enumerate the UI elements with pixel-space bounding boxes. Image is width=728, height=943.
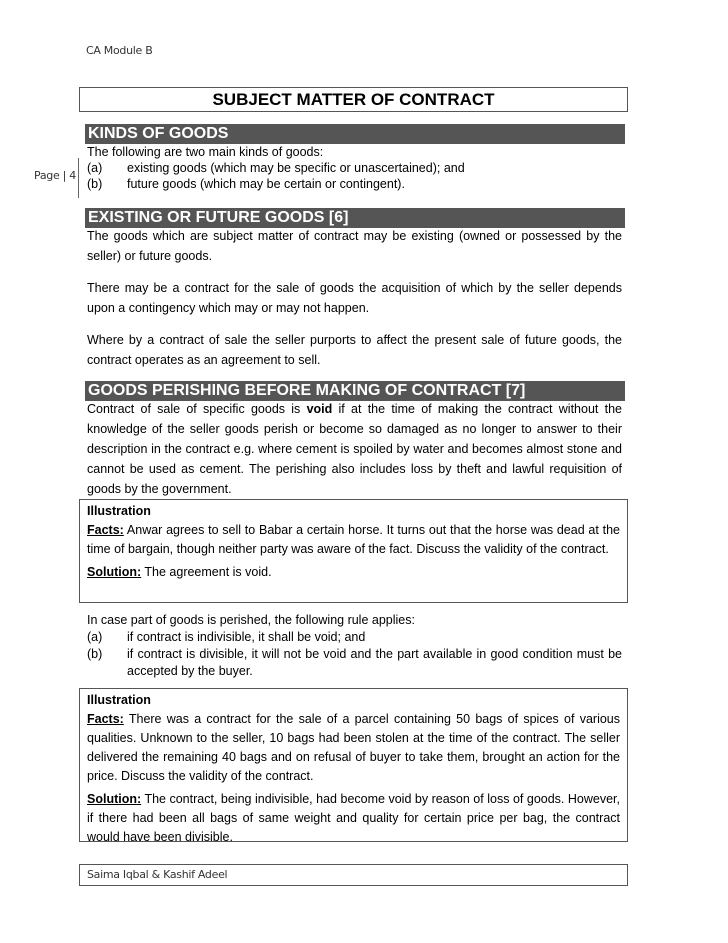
list-item-label: (a) (87, 630, 103, 644)
list-item-label: (b) (87, 177, 103, 191)
illustration-solution (87, 563, 620, 582)
list-item-text: if contract is indivisible, it shall be void; and (127, 630, 366, 644)
section-heading-existing-future-goods: EXISTING OR FUTURE GOODS [6] (85, 208, 625, 228)
list-item (87, 160, 622, 176)
page-number-divider (78, 158, 79, 198)
illustration-title: Illustration (87, 693, 151, 707)
footer-authors: Saima Iqbal & Kashif Adeel (79, 864, 628, 886)
kinds-of-goods-body (87, 144, 622, 192)
module-header: CA Module B (86, 44, 153, 57)
list-item-text: existing goods (which may be specific or unascertained); and (127, 161, 465, 175)
page-number: Page | 4 (34, 169, 76, 182)
solution-text: The agreement is void. (144, 565, 272, 579)
partial-intro: In case part of goods is perished, the following rule applies: (87, 613, 415, 627)
kinds-intro: The following are two main kinds of goods: (87, 145, 324, 159)
facts-text: Anwar agrees to sell to Babar a certain horse. It turns out that the horse was dead at the time of bargain, though neither party was aware of the fact. Discuss the validity of the contract. (87, 523, 620, 556)
illustration-box-2 (79, 688, 628, 842)
section-heading-goods-perishing: GOODS PERISHING BEFORE MAKING OF CONTRACT [7] (85, 381, 625, 401)
solution-label: Solution: (87, 565, 142, 579)
list-item-text: future goods (which may be certain or contingent). (127, 177, 405, 191)
illustration-facts (87, 521, 620, 559)
list-item-text: if contract is divisible, it will not be void and the part available in good condition must be accepted by the buyer. (127, 647, 622, 678)
section-heading-kinds-of-goods: KINDS OF GOODS (85, 124, 625, 144)
solution-text: The contract, being indivisible, had become void by reason of loss of goods. However, if there had been all bags of same weight and quality for certain price per bag, the contract would have been divisible. (87, 792, 620, 844)
illustration-solution (87, 790, 620, 847)
existing-goods-para-1: The goods which are subject matter of contract may be existing (owned or possessed by the seller) or future goods. (87, 229, 622, 263)
document-title: SUBJECT MATTER OF CONTRACT (79, 87, 628, 112)
list-item-label: (a) (87, 161, 103, 175)
list-item-label: (b) (87, 647, 103, 661)
illustration-title: Illustration (87, 504, 151, 518)
facts-text: There was a contract for the sale of a parcel containing 50 bags of spices of various qualities. Unknown to the seller, 10 bags had been stolen at the time of the contract. The seller delivered the remaining 40 bags and on refusal of buyer to take them, brought an action for the price. Discuss the validity of the contract. (87, 712, 620, 783)
perishing-void-emphasis: void (306, 402, 333, 416)
perishing-text-after: if at the time of making the contract without the knowledge of the seller goods perish or become so damaged as no longer to answer to their description in the contract e.g. where cement is spoiled by water and becomes almost stone and cannot be used as cement. The perishing also includes loss by theft and lawful requisition of goods by the government. (87, 402, 623, 496)
illustration-facts (87, 710, 620, 786)
perishing-paragraph (87, 399, 622, 499)
facts-label: Facts: (87, 523, 124, 537)
partial-perish-rules (87, 612, 622, 680)
list-item (87, 646, 622, 680)
illustration-box-1 (79, 499, 628, 603)
existing-goods-para-3: Where by a contract of sale the seller purports to affect the present sale of future goods, the contract operates as an agreement to sell. (87, 333, 622, 367)
list-item (87, 629, 622, 646)
facts-label: Facts: (87, 712, 124, 726)
list-item (87, 176, 622, 192)
existing-goods-para-2: There may be a contract for the sale of goods the acquisition of which by the seller depends upon a contingency which may or may not happen. (87, 281, 622, 315)
perishing-text-before: Contract of sale of specific goods is (87, 402, 301, 416)
solution-label: Solution: (87, 792, 142, 806)
